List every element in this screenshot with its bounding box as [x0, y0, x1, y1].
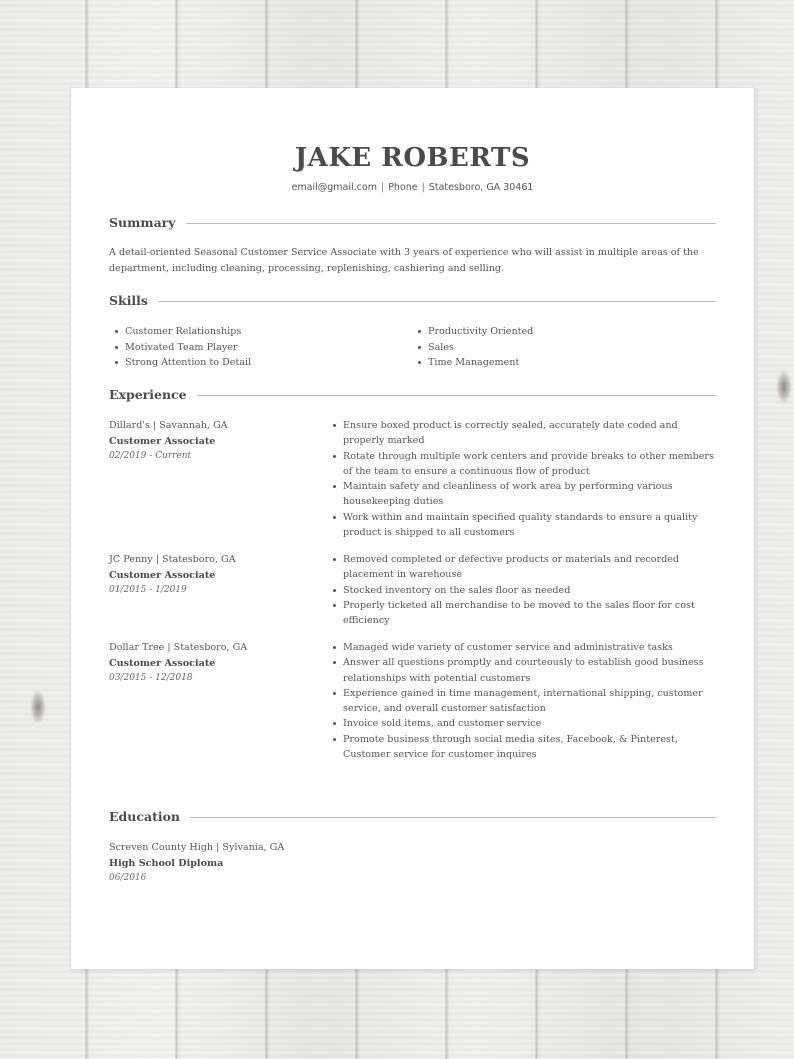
- summary-text: A detail-oriented Seasonal Customer Service Associate with 3 years of experience who will assist in multiple areas of the department, including cleaning, processing, replenishing, cashiering and selling.: [109, 247, 699, 274]
- duty-item: Rotate through multiple work centers and provide breaks to other members of the team to ensure a continuous flow of product: [331, 449, 719, 480]
- resume-name: JAKE ROBERTS: [294, 143, 531, 173]
- contact-separator: |: [421, 182, 425, 193]
- skills-right-column: [416, 324, 696, 371]
- duty-item: Properly ticketed all merchandise to be moved to the sales floor for cost efficiency: [331, 598, 719, 629]
- job-duties: [331, 552, 719, 628]
- skill-item: Strong Attention to Detail: [113, 355, 393, 371]
- education-heading-label: Education: [109, 809, 181, 824]
- wood-knot-left: [30, 690, 46, 724]
- job-duties: [331, 418, 719, 540]
- resume-page: [71, 88, 754, 969]
- skills-heading: [109, 293, 716, 308]
- duty-item: Removed completed or defective products or materials and recorded placement in warehouse: [331, 552, 719, 583]
- education-heading: [109, 809, 716, 824]
- job-employer: JC Penny | Statesboro, GA: [109, 554, 236, 565]
- job-employer: Dollar Tree | Statesboro, GA: [109, 642, 248, 653]
- duty-item: Stocked inventory on the sales floor as needed: [331, 583, 719, 598]
- job-info: [109, 552, 324, 599]
- experience-heading-label: Experience: [109, 387, 187, 402]
- education-degree: High School Diploma: [109, 857, 224, 869]
- duty-item: Managed wide variety of customer service and administrative tasks: [331, 640, 719, 655]
- education-entry: [109, 840, 409, 887]
- skill-item: Sales: [416, 340, 696, 356]
- contact-separator: |: [380, 182, 385, 193]
- skills-heading-label: Skills: [109, 293, 148, 308]
- skills-divider: [158, 301, 716, 302]
- experience-divider: [197, 395, 716, 396]
- summary-heading: [109, 215, 716, 230]
- contact-phone: Phone: [388, 182, 418, 193]
- wood-knot-right: [776, 370, 792, 404]
- duty-item: Maintain safety and cleanliness of work area by performing various housekeeping duties: [331, 479, 719, 510]
- job-info: [109, 418, 324, 465]
- job-title: Customer Associate: [109, 657, 216, 669]
- job-title: Customer Associate: [109, 435, 216, 447]
- job-employer: Dillard's | Savannah, GA: [109, 420, 228, 431]
- education-date: 06/2016: [109, 873, 147, 883]
- contact-email: email@gmail.com: [291, 182, 377, 193]
- experience-heading: [109, 387, 716, 402]
- skill-item: Customer Relationships: [113, 324, 393, 340]
- job-info: [109, 640, 324, 687]
- duty-item: Work within and maintain specified quality standards to ensure a quality product is shipped to all customers: [331, 510, 719, 541]
- skill-item: Motivated Team Player: [113, 340, 393, 356]
- duty-item: Invoice sold items, and customer service: [331, 716, 719, 731]
- summary-divider: [186, 223, 716, 224]
- education-divider: [190, 817, 716, 818]
- summary-heading-label: Summary: [109, 215, 176, 230]
- duty-item: Promote business through social media sites, Facebook, & Pinterest, Customer service for customer inquires: [331, 732, 719, 763]
- job-dates: 02/2019 - Current: [109, 451, 192, 461]
- duty-item: Ensure boxed product is correctly sealed, accurately date coded and properly marked: [331, 418, 719, 449]
- duty-item: Experience gained in time management, international shipping, customer service, and overall customer satisfaction: [331, 686, 719, 717]
- job-dates: 01/2015 - 1/2019: [109, 585, 187, 595]
- duty-item: Answer all questions promptly and courteously to establish good business relationships with potential customers: [331, 655, 719, 686]
- contact-location: Statesboro, GA 30461: [428, 182, 534, 193]
- skill-item: Time Management: [416, 355, 696, 371]
- education-school: Screven County High | Sylvania, GA: [109, 842, 285, 853]
- skill-item: Productivity Oriented: [416, 324, 696, 340]
- job-dates: 03/2015 - 12/2018: [109, 673, 193, 683]
- contact-line: [71, 182, 754, 193]
- job-duties: [331, 640, 719, 762]
- skills-left-column: [113, 324, 393, 371]
- job-title: Customer Associate: [109, 569, 216, 581]
